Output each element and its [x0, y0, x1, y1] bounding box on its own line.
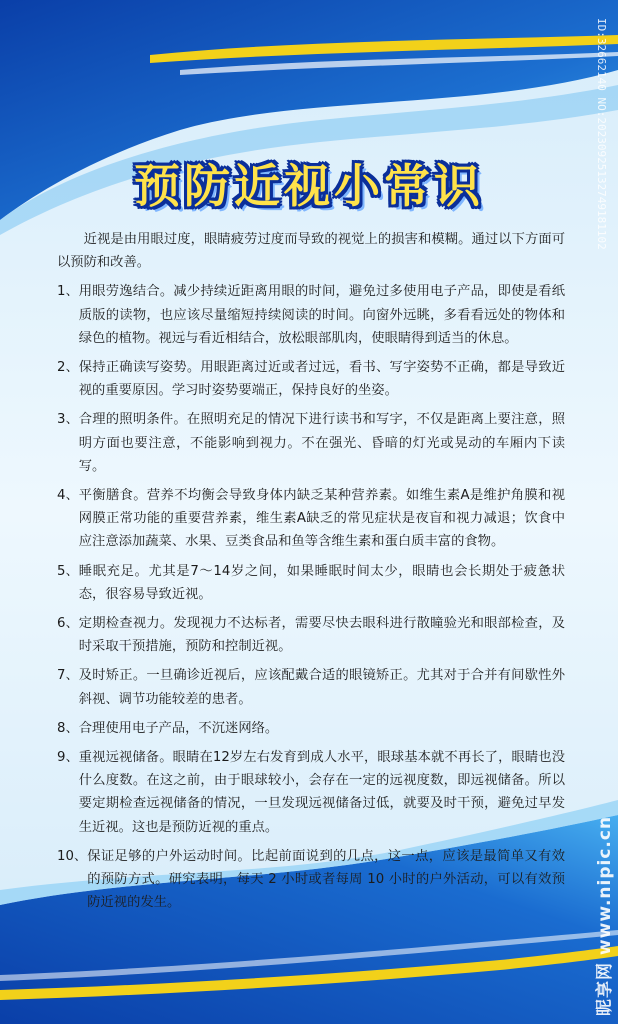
item-number: 2、 — [57, 360, 79, 376]
watermark-logo-label: 昵享网 www.nipic.cn — [595, 815, 615, 1016]
list-item — [57, 280, 565, 350]
item-number: 6、 — [57, 616, 79, 632]
list-item — [57, 664, 565, 710]
item-number: 3、 — [57, 412, 79, 428]
item-text: 定期检查视力。发现视力不达标者，需要尽快去眼科进行散瞳验光和眼部检查，及时采取干预措施，预防和控制近视。 — [78, 616, 565, 655]
list-item — [57, 484, 565, 554]
watermark-id-label: ID:32662140 NO:20230925132749181102 — [595, 18, 608, 250]
item-text: 及时矫正。一旦确诊近视后，应该配戴合适的眼镜矫正。尤其对于合并有间歇性外斜视、调节功能较差的患者。 — [78, 668, 565, 707]
list-item — [57, 356, 565, 402]
item-number: 10、 — [57, 848, 88, 864]
item-text: 重视远视储备。眼睛在12岁左右发育到成人水平，眼球基本就不再长了，眼睛也没什么度数。在这之前，由于眼球较小，会存在一定的远视度数，即远视储备。所以要定期检查远视储备的情况，一旦发现远视储备过低，就要及时干预，避免过早发生近视。这也是预防近视的重点。 — [78, 750, 565, 835]
intro-paragraph: 近视是由用眼过度，眼睛疲劳过度而导致的视觉上的损害和模糊。通过以下方面可以预防和改善。 — [57, 232, 565, 271]
item-text: 用眼劳逸结合。减少持续近距离用眼的时间，避免过多使用电子产品，即使是看纸质版的读物，也应该尽量缩短持续阅读的时间。向窗外远眺，多看看远处的物体和绿色的植物。视远与看近相结合，放松眼部肌肉，使眼睛得到适当的休息。 — [78, 284, 565, 346]
list-item — [57, 746, 565, 839]
item-number: 8、 — [57, 720, 79, 736]
item-number: 1、 — [57, 284, 79, 300]
page-title: 预防近视小常识 — [134, 159, 484, 213]
item-number: 5、 — [57, 563, 79, 579]
item-text: 保证足够的户外运动时间。比起前面说到的几点，这一点，应该是最简单又有效的预防方式。研究表明，每天 2 小时或者每周 10 小时的户外活动，可以有效预防近视的发生。 — [87, 848, 565, 911]
list-item — [57, 717, 565, 740]
watermark-logo — [586, 788, 616, 1018]
list-item — [57, 408, 565, 478]
tips-list — [57, 280, 565, 914]
list-item — [57, 845, 565, 915]
item-text: 合理使用电子产品，不沉迷网络。 — [78, 720, 279, 736]
item-text: 睡眠充足。尤其是7～14岁之间，如果睡眠时间太少，眼睛也会长期处于疲惫状态，很容易导致近视。 — [78, 563, 565, 602]
item-number: 4、 — [57, 488, 79, 504]
watermark-id-text — [592, 18, 612, 278]
item-number: 9、 — [57, 750, 79, 766]
item-text: 保持正确读写姿势。用眼距离过近或者过远，看书、写字姿势不正确，都是导致近视的重要原因。学习时姿势要端正，保持良好的坐姿。 — [78, 360, 565, 399]
item-number: 7、 — [57, 668, 79, 684]
article-body — [57, 228, 565, 914]
list-item — [57, 612, 565, 658]
list-item — [57, 560, 565, 606]
item-text: 平衡膳食。营养不均衡会导致身体内缺乏某种营养素。如维生素A是维护角膜和视网膜正常功能的重要营养素，维生素A缺乏的常见症状是夜盲和视力减退；饮食中应注意添加蔬菜、水果、豆类食品和鱼等含维生素和蛋白质丰富的食物。 — [78, 488, 565, 550]
item-text: 合理的照明条件。在照明充足的情况下进行读书和写字，不仅是距离上要注意，照明方面也要注意，不能影响到视力。不在强光、昏暗的灯光或晃动的车厢内下读写。 — [78, 412, 565, 474]
